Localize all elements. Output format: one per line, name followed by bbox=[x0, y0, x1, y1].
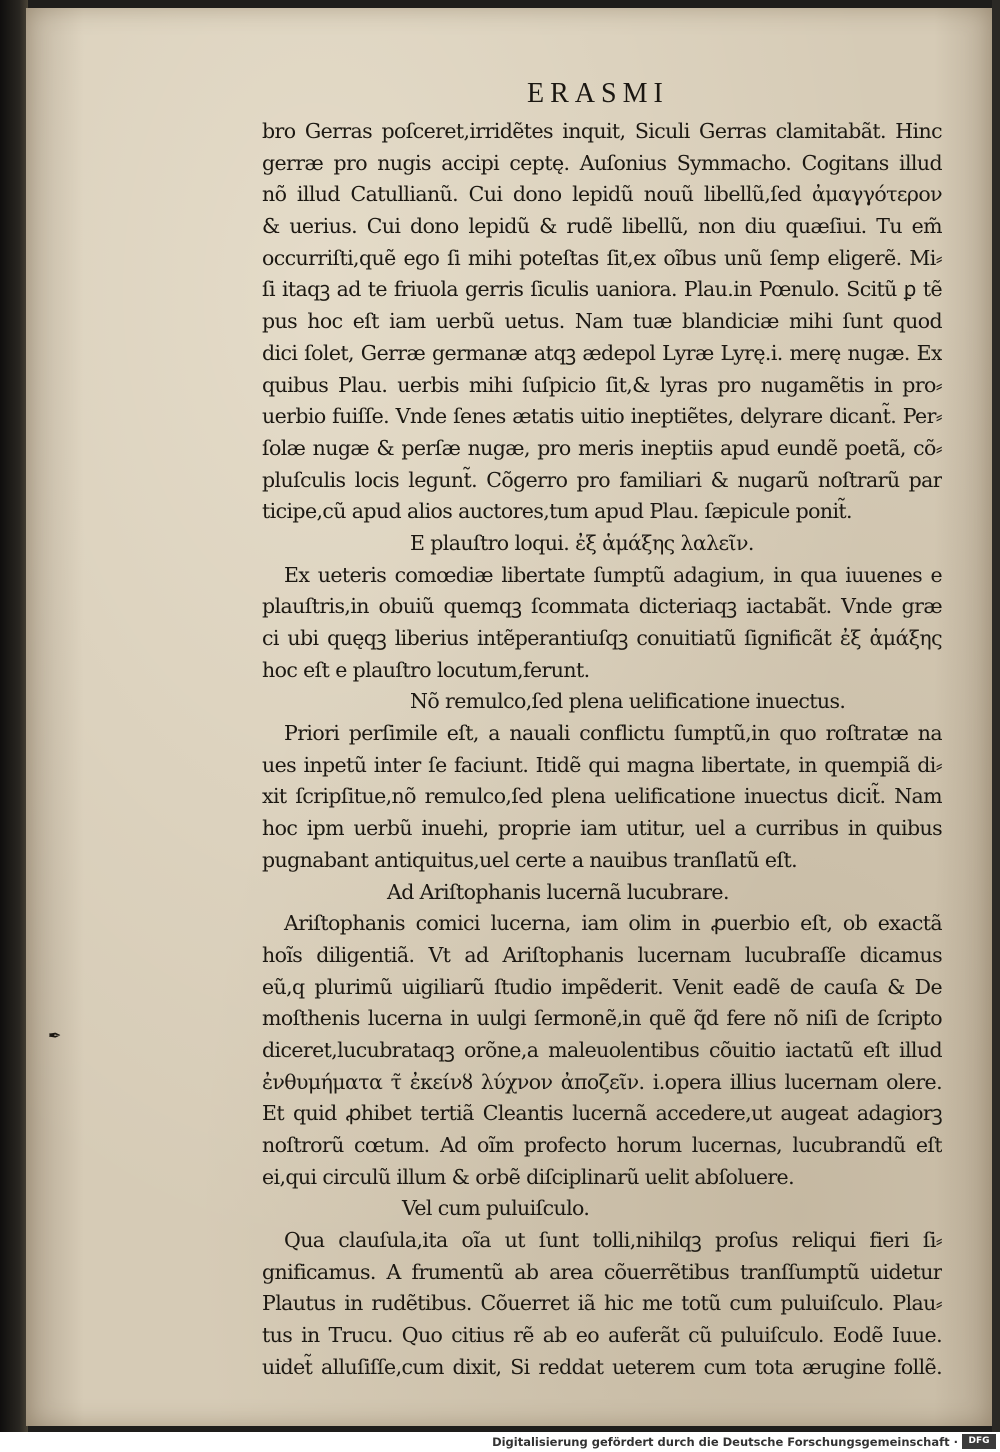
text-line: bro Gerras poſceret,irridẽtes inquit, Siculi Gerras clamitabãt. Hinc bbox=[262, 119, 942, 143]
scan-background-right bbox=[992, 0, 1000, 1432]
text-line: ſolæ nugæ & perſæ nugæ, pro meris ineptiis apud eundẽ poetã, cõ⸗ bbox=[262, 435, 942, 460]
text-line: dici ſolet, Gerræ germanæ atqꝫ ædepol Lyræ Lyrę.i. merę nugæ. Ex bbox=[262, 340, 942, 365]
text-line: eũ,q plurimũ uigiliarũ ſtudio impẽderit. Venit eadẽ de cauſa & De bbox=[262, 974, 942, 999]
digitization-footer bbox=[0, 1432, 1000, 1452]
adage-heading: E plauſtro loqui. ἐξ ἁμάξης λαλεῖν. bbox=[410, 530, 754, 555]
text-line: hoc ipm uerbũ inuehi, proprie iam utitur, uel a curribus in quibus bbox=[262, 816, 942, 841]
text-line: pugnabant antiquitus,uel certe a nauibus tranſlatũ eſt. bbox=[262, 847, 798, 872]
text-line: tus in Trucu. Quo citius rẽ ab eo auferãt cũ puluiſculo. Eodẽ Iuue. bbox=[262, 1323, 942, 1348]
adage-heading: Nõ remulco,ſed plena uelificatione inuectus. bbox=[410, 689, 846, 714]
text-line: ἐνθυμήματα τ̃ ἐκείνȣ λύχνον ἀποζεῖν. i.opera illius lucernam olere. bbox=[262, 1069, 942, 1094]
text-line: ci ubi quęqꝫ liberius intẽperantiuſqꝫ conuitiatũ ſignificãt ἐξ ἁμάξης bbox=[262, 626, 942, 650]
text-line: ei,qui circulũ illum & orbẽ diſciplinarũ uelit abſoluere. bbox=[262, 1164, 795, 1189]
text-line: Plautus in rudẽtibus. Cõuerret iã hic me totũ cum puluiſculo. Plau⸗ bbox=[262, 1291, 942, 1316]
text-line: Qua clauſula,ita oĩa ut ſunt tolli,nihilqꝫ proſus reliqui fieri ſi⸗ bbox=[284, 1228, 942, 1253]
text-line: Ariſtophanis comici lucerna, iam olim in ꝓuerbio eſt, ob exactã bbox=[284, 911, 942, 936]
text-line: occurriſti,quẽ ego ſi mihi poteſtas ſit,ex oĩbus unũ ſemp eligerẽ. Mi⸗ bbox=[262, 245, 942, 270]
text-line: plauſtris,in obuiũ quemqꝫ ſcommata dicteriaqꝫ iactabãt. Vnde græ bbox=[262, 594, 942, 619]
text-line: ues inpetũ inter ſe faciunt. Itidẽ qui magna libertate, in quempiã di⸗ bbox=[262, 752, 942, 777]
text-line: ſi itaqꝫ ad te friuola gerris ſiculis uaniora. Plau.in Pœnulo. Scitũ ꝑ tẽ bbox=[262, 277, 942, 302]
text-line: xit ſcripſitue,nõ remulco,ſed plena uelificatione inuectus dicit̃. Nam bbox=[262, 784, 942, 809]
text-line: & uerius. Cui dono lepidũ & rudẽ libellũ, non diu quæſiui. Tu em̃ bbox=[262, 214, 942, 239]
text-line: hoc eſt e plauſtro locutum,ferunt. bbox=[262, 657, 590, 682]
dfg-logo-icon: DFG bbox=[962, 1434, 996, 1449]
adage-heading: Ad Ariſtophanis lucernã lucubrare. bbox=[387, 879, 729, 904]
funding-credit: Digitalisierung gefördert durch die Deutsche Forschungsgemeinschaft · bbox=[492, 1435, 958, 1449]
text-line: pus hoc eſt iam uerbũ uetus. Nam tuæ blandiciæ mihi ſunt quod bbox=[262, 309, 942, 334]
text-line: Ex ueteris comœdiæ libertate ſumptũ adagium, in qua iuuenes e bbox=[284, 562, 942, 587]
scan-background-left bbox=[0, 0, 28, 1432]
text-line: Priori perſimile eſt, a nauali conflictu ſumptũ,in quo roſtratæ na bbox=[284, 721, 942, 746]
text-line: gerræ pro nugis accipi ceptę. Auſonius Symmacho. Cogitans illud bbox=[262, 150, 942, 175]
adage-heading: Vel cum puluiſculo. bbox=[402, 1196, 590, 1221]
running-header: ERASMI bbox=[527, 78, 669, 109]
text-line: ticipe,cũ apud alios auctores,tum apud Plau. ſæpicule ponit̃. bbox=[262, 499, 852, 524]
text-line: diceret,lucubrataqꝫ orõne,a maleuolentibus cõuitio iactatũ eſt illud bbox=[262, 1037, 942, 1062]
text-line: nõ illud Catullianũ. Cui dono lepidũ nouũ libellũ,ſed ἀμαγγότερον bbox=[262, 182, 942, 207]
text-line: moſthenis lucerna in uulgi ſermonẽ,in quẽ q̃d fere nõ niſi de ſcripto bbox=[262, 1006, 942, 1031]
text-line: noſtrorũ cœtum. Ad oĩm profecto horum lucernas, lucubrandũ eſt bbox=[262, 1133, 942, 1157]
text-line: hoĩs diligentiã. Vt ad Ariſtophanis lucernam lucubraſſe dicamus bbox=[262, 942, 942, 967]
text-line: uerbio fuiſſe. Vnde ſenes ætatis uitio ineptiẽtes, delyrare dicant̃. Per⸗ bbox=[262, 404, 942, 429]
ink-smudge-mark: ✒ bbox=[48, 1026, 62, 1045]
text-line: quibus Plau. uerbis mihi ſuſpicio ſit,& lyras pro nugamẽtis in pro⸗ bbox=[262, 372, 942, 397]
page-text-block bbox=[262, 116, 942, 1384]
text-line: gnificamus. A frumentũ ab area cõuerrẽtibus tranſſumptũ uidetur bbox=[262, 1259, 942, 1284]
text-line: Et quid ꝓhibet tertiã Cleantis lucernã accedere,ut augeat adagiorꝫ bbox=[262, 1101, 942, 1126]
text-line: pluſculis locis legunt̃. Cõgerro pro familiari & nugarũ noſtrarũ par bbox=[262, 467, 942, 492]
text-line: uidet̃ alluſiſſe,cum dixit, Si reddat ueterem cum tota ærugine follẽ. bbox=[262, 1354, 942, 1379]
